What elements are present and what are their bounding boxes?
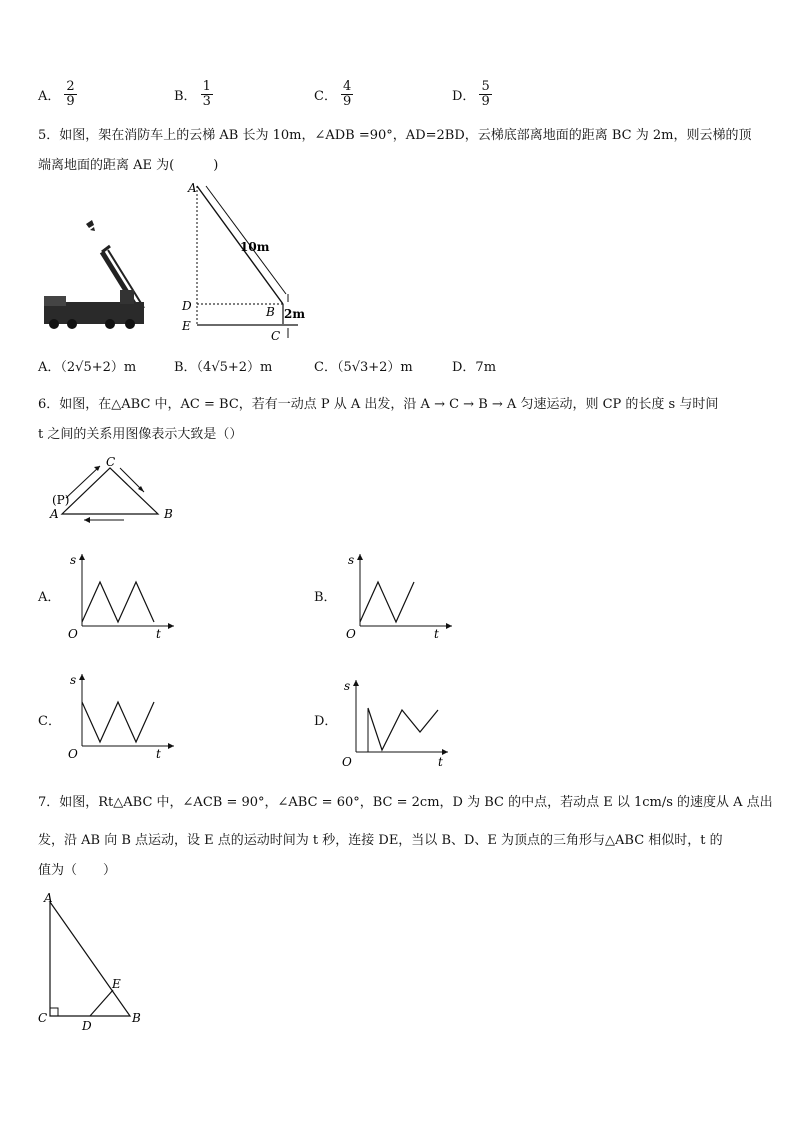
axis-s: s <box>70 673 77 687</box>
label-c: C <box>106 455 116 469</box>
q7-stem-line1: 7．如图，Rt△ABC 中，∠ACB = 90°，∠ABC = 60°，BC = 2cm，D 为 BC 的中点，若动点 E 以 1cm/s 的速度从 A 点出 <box>38 795 773 810</box>
numerator: 1 <box>202 79 211 94</box>
axis-origin: O <box>68 747 78 760</box>
q5-option-c: C．（5√3+2）m <box>314 360 413 375</box>
fire-truck-image <box>40 210 160 330</box>
q6-option-b-label: B． <box>314 590 337 605</box>
q5-option-d: D．7m <box>452 360 497 375</box>
q4-option-a <box>38 80 77 109</box>
label-c: C <box>271 329 281 343</box>
q6-option-d-label: D． <box>314 714 338 729</box>
axis-s: s <box>70 553 77 567</box>
q5-option-b: B．（4√5+2）m <box>174 360 273 375</box>
axis-t: t <box>438 755 443 768</box>
denominator: 9 <box>481 94 490 109</box>
bird-icon <box>86 220 95 231</box>
q7-stem-line3: 值为（ ） <box>38 863 117 878</box>
q6-graph-b <box>340 548 460 640</box>
axis-t: t <box>156 627 161 640</box>
label-bc: 2m <box>284 307 306 321</box>
axis-origin: O <box>68 627 78 640</box>
right-triangle-diagram <box>34 890 154 1030</box>
q5-stem-line2: 端离地面的距离 AE 为( ) <box>38 158 219 173</box>
axis-s: s <box>348 553 355 567</box>
q6-stem-line1: 6．如图，在△ABC 中，AC = BC，若有一动点 P 从 A 出发，沿 A → C → B → A 匀速运动，则 CP 的长度 s 与时间 <box>38 397 719 412</box>
label-c: C <box>38 1011 48 1025</box>
axis-origin: O <box>342 755 352 768</box>
option-label: B． <box>174 89 197 104</box>
q5-stem-line1: 5．如图，架在消防车上的云梯 AB 长为 10m，∠ADB =90°，AD=2BD，云梯底部离地面的距离 BC 为 2m，则云梯的顶 <box>38 128 752 143</box>
q6-graph-c <box>62 668 182 760</box>
label-a: A <box>188 181 197 195</box>
axis-origin: O <box>346 627 356 640</box>
fraction <box>64 80 76 109</box>
q5-option-a: A．（2√5+2）m <box>38 360 137 375</box>
fraction <box>479 80 491 109</box>
label-d: D <box>82 1019 92 1030</box>
q4-option-c <box>314 80 353 109</box>
q6-graph-d <box>336 676 456 768</box>
label-length: 10m <box>240 240 270 254</box>
denominator: 9 <box>66 94 75 109</box>
q4-option-d <box>452 80 492 109</box>
label-a: A <box>44 891 53 905</box>
q7-stem-line2: 发，沿 AB 向 B 点运动，设 E 点的运动时间为 t 秒，连接 DE，当以 B、D、E 为顶点的三角形与△ABC 相似时，t 的 <box>38 833 723 848</box>
q4-option-b <box>174 80 213 109</box>
numerator: 5 <box>481 79 490 94</box>
label-p: (P) <box>52 493 70 507</box>
q6-option-c-label: C． <box>38 714 61 729</box>
denominator: 3 <box>202 94 211 109</box>
label-b: B <box>164 507 173 521</box>
numerator: 4 <box>342 79 352 94</box>
triangle-diagram <box>44 454 184 526</box>
q6-option-a-label: A． <box>38 590 61 605</box>
denominator: 9 <box>342 94 352 109</box>
axis-t: t <box>156 747 161 760</box>
label-e: E <box>182 319 191 333</box>
ladder-diagram <box>176 180 306 344</box>
q6-stem-line2: t 之间的关系用图像表示大致是（） <box>38 427 243 442</box>
fraction <box>341 80 353 109</box>
fraction <box>201 80 213 109</box>
numerator: 2 <box>66 79 75 94</box>
label-d: D <box>182 299 192 313</box>
label-b: B <box>266 305 275 319</box>
axis-s: s <box>344 679 351 693</box>
axis-t: t <box>434 627 439 640</box>
option-label: D． <box>452 89 476 104</box>
option-label: A． <box>38 89 61 104</box>
label-a: A <box>50 507 59 521</box>
option-label: C． <box>314 89 337 104</box>
label-b: B <box>132 1011 141 1025</box>
label-e: E <box>112 977 121 991</box>
q6-graph-a <box>62 548 182 640</box>
